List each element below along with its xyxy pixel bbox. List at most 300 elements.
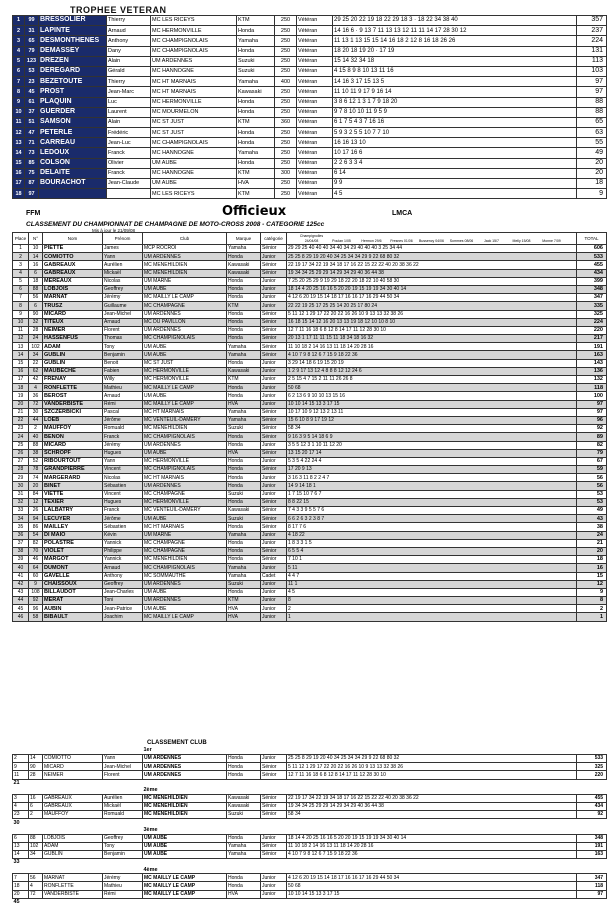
veteran-brand: Honda: [237, 97, 275, 107]
standings-brand: Honda: [227, 335, 261, 343]
club-group-label-row: [13, 787, 607, 795]
standings-last-name: GABREAUX: [43, 269, 103, 277]
club-brand: Honda: [227, 874, 261, 882]
veteran-category: Vétéran: [297, 26, 333, 36]
club-first-name: Mathieu: [103, 882, 143, 890]
standings-last-name: VIOLET: [43, 547, 103, 555]
standings-first-name: Jean-Charles: [103, 588, 143, 596]
veteran-brand: Yamaha: [237, 148, 275, 158]
standings-last-name: VANDERBISTE: [43, 400, 103, 408]
standings-category: Sénior: [261, 269, 287, 277]
veteran-last-name: DEMASSEY: [39, 46, 107, 56]
standings-category: Junior: [261, 457, 287, 465]
standings-last-name: LOEB: [43, 416, 103, 424]
standings-brand: HVA: [227, 400, 261, 408]
standings-race-points: 11 1: [287, 580, 577, 588]
club-first-name: Jean-Michel: [103, 763, 143, 771]
veteran-total: 224: [577, 36, 607, 46]
standings-place: 46: [13, 613, 29, 621]
standings-brand: Yamaha: [227, 564, 261, 572]
standings-row: [13, 400, 607, 408]
standings-place: 13: [13, 343, 29, 351]
standings-total: 8: [577, 597, 607, 605]
standings-table: [12, 232, 607, 622]
standings-brand: Kawasaki: [227, 261, 261, 269]
club-club: MC MAILLY LE CAMP: [143, 890, 227, 898]
veteran-first-name: Luc: [107, 97, 151, 107]
standings-brand: HVA: [227, 449, 261, 457]
race-header: Fresnes 01/06: [390, 238, 413, 243]
club-sum: 21: [13, 779, 20, 786]
standings-place: 19: [13, 392, 29, 400]
standings-row: [13, 376, 607, 384]
club-race-points: 4 12 6 20 19 15 14 18 17 16 16 17 16 29 44 50 34: [287, 874, 577, 882]
standings-club: UM ARDENNES: [143, 482, 227, 490]
standings-total: 38: [577, 523, 607, 531]
veteran-capacity: 250: [275, 138, 297, 148]
standings-last-name: TEXIER: [43, 498, 103, 506]
standings-total: 533: [577, 253, 607, 261]
standings-club: MC CHAMPIGNOLAIS: [143, 466, 227, 474]
standings-number: 30: [29, 408, 43, 416]
standings-total: 455: [577, 261, 607, 269]
standings-club: MC VENTEUIL-DAMERY: [143, 416, 227, 424]
veteran-race-points: 16 16 13 10: [333, 138, 577, 148]
veteran-first-name: Jean-Claude: [107, 179, 151, 189]
standings-brand: Yamaha: [227, 351, 261, 359]
standings-last-name: POLASTRE: [43, 539, 103, 547]
standings-club: UM AUBE: [143, 343, 227, 351]
club-brand: Kawasaki: [227, 802, 261, 810]
veteran-last-name: BOURACHOT: [39, 179, 107, 189]
veteran-rank: 9: [13, 97, 25, 107]
standings-brand: Honda: [227, 285, 261, 293]
standings-race-points: 4 10 7 9 8 12 6 7 15 9 18 22 36: [287, 351, 577, 359]
club-group-label: 1er: [143, 747, 152, 754]
veteran-race-points: 4 15 8 9 8 10 13 11 16: [333, 66, 577, 76]
veteran-rank: 17: [13, 179, 25, 189]
club-number: 16: [29, 794, 43, 802]
standings-club: UM MARNE: [143, 277, 227, 285]
veteran-club: MC LES RICEYS: [151, 16, 237, 26]
standings-place: 6: [13, 285, 29, 293]
standings-row: [13, 457, 607, 465]
veteran-capacity: 300: [275, 168, 297, 178]
standings-total: 118: [577, 384, 607, 392]
club-number: 4: [29, 882, 43, 890]
spacer: [13, 787, 143, 795]
standings-club: UM AUBE: [143, 588, 227, 596]
standings-club: MC MENEHILDIEN: [143, 425, 227, 433]
club-last-name: NEIMER: [43, 771, 103, 779]
standings-category: Sénior: [261, 515, 287, 523]
standings-club: UM ARDENNES: [143, 310, 227, 318]
standings-race-points: 6 6 2 6 3 2 3 8 7: [287, 515, 577, 523]
standings-brand: Yamaha: [227, 408, 261, 416]
veteran-rank: 11: [13, 117, 25, 127]
standings-race-points: 3 5 5 12 3 1 10 11 12 20: [287, 441, 577, 449]
standings-last-name: PIETTE: [43, 245, 103, 253]
club-category: Sénior: [261, 794, 287, 802]
standings-number: 10: [29, 245, 43, 253]
veteran-race-points: 14 16 6 · 9 13 7 11 13 13 12 11 11 14 17 28 30 12: [333, 26, 577, 36]
club-row: [13, 771, 607, 779]
standings-last-name: TITEUX: [43, 318, 103, 326]
standings-race-points: 14 9 14 18 1: [287, 482, 577, 490]
veteran-total: 103: [577, 66, 607, 76]
club-last-name: LOBJOIS: [43, 834, 103, 842]
veteran-last-name: LAPINTE: [39, 26, 107, 36]
standings-total: 347: [577, 294, 607, 302]
standings-number: 54: [29, 531, 43, 539]
club-club: UM ARDENNES: [143, 755, 227, 763]
championship-title: CLASSEMENT DU CHAMPIONNAT DE CHAMPAGNE DE MOTO-CROSS 2008 - CATEGORIE 125cc: [26, 221, 325, 228]
standings-total: 18: [577, 556, 607, 564]
standings-brand: Honda: [227, 474, 261, 482]
standings-club: MC CHAMPAGNE: [143, 547, 227, 555]
standings-club: UM AUBE: [143, 351, 227, 359]
standings-race-points: 4 12 6 20 19 15 14 18 17 16 16 17 16 29 44 50 34: [287, 294, 577, 302]
veteran-brand: KTM: [237, 117, 275, 127]
club-total: 434: [577, 802, 607, 810]
veteran-brand: Suzuki: [237, 56, 275, 66]
veteran-category: Vétéran: [297, 128, 333, 138]
standings-last-name: MARGERARD: [43, 474, 103, 482]
standings-total: 16: [577, 564, 607, 572]
club-group-label: 3ème: [143, 826, 158, 833]
veteran-capacity: 250: [275, 66, 297, 76]
veteran-rank: 1: [13, 16, 25, 26]
standings-place: 18: [13, 384, 29, 392]
club-club: UM ARDENNES: [143, 771, 227, 779]
standings-category: Sénior: [261, 523, 287, 531]
standings-total: 82: [577, 441, 607, 449]
standings-row: [13, 498, 607, 506]
standings-total: 97: [577, 408, 607, 416]
standings-category: Junior: [261, 277, 287, 285]
veteran-last-name: [39, 189, 107, 199]
veteran-number: 123: [25, 56, 39, 66]
veteran-last-name: BEZETOUTE: [39, 77, 107, 87]
standings-last-name: LOBJOIS: [43, 285, 103, 293]
standings-row: [13, 507, 607, 515]
standings-row: [13, 367, 607, 375]
standings-number: 20: [29, 482, 43, 490]
standings-first-name: Yannick: [103, 556, 143, 564]
club-row: [13, 802, 607, 810]
standings-brand: Honda: [227, 359, 261, 367]
club-sum-row: [13, 819, 607, 827]
standings-last-name: GUBLIN: [43, 351, 103, 359]
club-sum: 45: [13, 899, 20, 906]
column-header: Club: [143, 233, 227, 245]
standings-place: 44: [13, 597, 29, 605]
veteran-row: [13, 168, 607, 178]
standings-category: Junior: [261, 359, 287, 367]
standings-place: 15: [13, 359, 29, 367]
standings-category: Sénior: [261, 425, 287, 433]
standings-number: 64: [29, 564, 43, 572]
veteran-capacity: 360: [275, 117, 297, 127]
standings-total: 97: [577, 400, 607, 408]
club-number: 2: [29, 811, 43, 819]
club-total: 92: [577, 811, 607, 819]
standings-category: Junior: [261, 294, 287, 302]
veteran-row: [13, 148, 607, 158]
club-club: MC MAILLY LE CAMP: [143, 874, 227, 882]
veteran-brand: Honda: [237, 107, 275, 117]
club-row: [13, 834, 607, 842]
club-group-label: 2ème: [143, 787, 158, 793]
veteran-row: [13, 107, 607, 117]
veteran-rank: 6: [13, 66, 25, 76]
column-header: Nom: [43, 233, 103, 245]
standings-race-points: 1 7 15 10 7 6 7: [287, 490, 577, 498]
standings-total: 79: [577, 449, 607, 457]
standings-last-name: VIETTE: [43, 490, 103, 498]
column-header: catégorie: [261, 233, 287, 245]
club-place: 11: [13, 771, 29, 779]
race-header: Poulan 1/05: [332, 238, 351, 243]
standings-brand: KTM: [227, 597, 261, 605]
standings-brand: Honda: [227, 392, 261, 400]
standings-number: 88: [29, 441, 43, 449]
veteran-race-points: 3 8 6 12 1 3 1 7 9 18 20: [333, 97, 577, 107]
veteran-row: [13, 158, 607, 168]
standings-total: 163: [577, 351, 607, 359]
standings-total: 56: [577, 474, 607, 482]
club-row: [13, 890, 607, 898]
standings-last-name: MICARD: [43, 310, 103, 318]
standings-first-name: Vincent: [103, 490, 143, 498]
club-first-name: Florent: [103, 771, 143, 779]
standings-total: 67: [577, 457, 607, 465]
standings-brand: Honda: [227, 318, 261, 326]
veteran-last-name: DELAITE: [39, 168, 107, 178]
standings-row: [13, 359, 607, 367]
veteran-last-name: CARREAU: [39, 138, 107, 148]
standings-club: MC MAILLY LE CAMP: [143, 400, 227, 408]
standings-category: Junior: [261, 376, 287, 384]
standings-total: 53: [577, 490, 607, 498]
veteran-category: Vétéran: [297, 148, 333, 158]
standings-category: Sénior: [261, 449, 287, 457]
veteran-brand: HVA: [237, 179, 275, 189]
veteran-capacity: 250: [275, 87, 297, 97]
club-race-points: 10 10 14 15 13 3 17 15: [287, 890, 577, 898]
standings-race-points: 10 17 10 9 12 13 2 13 11: [287, 408, 577, 416]
club-group-label-row: [13, 747, 607, 755]
standings-number: 18: [29, 277, 43, 285]
standings-place: 38: [13, 547, 29, 555]
standings-brand: Honda: [227, 547, 261, 555]
veteran-first-name: Thierry: [107, 16, 151, 26]
column-header: TOTAL: [577, 233, 607, 245]
veteran-last-name: GUERDER: [39, 107, 107, 117]
club-place: 20: [13, 890, 29, 898]
veteran-race-points: 4 5: [333, 189, 577, 199]
standings-place: 42: [13, 580, 29, 588]
standings-category: Junior: [261, 367, 287, 375]
standings-place: 25: [13, 441, 29, 449]
standings-place: 35: [13, 523, 29, 531]
club-race-points: 25 25 8 29 19 20 40 34 25 34 34 29 9 22 68 80 32: [287, 755, 577, 763]
standings-club: MC CHAMPAGNE: [143, 490, 227, 498]
veteran-brand: Honda: [237, 138, 275, 148]
club-brand: Honda: [227, 763, 261, 771]
column-header: N°: [29, 233, 43, 245]
standings-club: MC MENEHILDIEN: [143, 269, 227, 277]
standings-first-name: Sébastien: [103, 482, 143, 490]
standings-race-points: 3 16 3 11 8 2 2 4 7: [287, 474, 577, 482]
veteran-category: Vétéran: [297, 66, 333, 76]
veteran-capacity: 250: [275, 107, 297, 117]
standings-row: [13, 277, 607, 285]
veteran-first-name: Alain: [107, 56, 151, 66]
club-first-name: Rémi: [103, 890, 143, 898]
veteran-number: 79: [25, 46, 39, 56]
veteran-total: 88: [577, 107, 607, 117]
veteran-last-name: COLSON: [39, 158, 107, 168]
veteran-total: 49: [577, 148, 607, 158]
veteran-total: 131: [577, 46, 607, 56]
veteran-brand: Yamaha: [237, 36, 275, 46]
standings-first-name: Franck: [103, 507, 143, 515]
standings-total: 434: [577, 269, 607, 277]
standings-last-name: NEIMER: [43, 326, 103, 334]
standings-row: [13, 351, 607, 359]
lmca-label: LMCA: [392, 210, 413, 217]
veteran-capacity: 250: [275, 97, 297, 107]
club-race-points: 58 34: [287, 811, 577, 819]
standings-race-points: 3 29 14 18 6 19 15 20 19: [287, 359, 577, 367]
standings-row: [13, 269, 607, 277]
club-place: 13: [13, 842, 29, 850]
standings-last-name: MARNAT: [43, 294, 103, 302]
standings-first-name: Mickaël: [103, 269, 143, 277]
standings-first-name: Arnaud: [103, 318, 143, 326]
standings-race-points: 1: [287, 613, 577, 621]
veteran-table: [12, 15, 607, 199]
standings-first-name: Vincent: [103, 466, 143, 474]
standings-club: UM ARDENNES: [143, 441, 227, 449]
veteran-category: Vétéran: [297, 117, 333, 127]
standings-club: UM AUBE: [143, 449, 227, 457]
standings-last-name: RIBOURTOUT: [43, 457, 103, 465]
standings-number: 60: [29, 572, 43, 580]
standings-last-name: ADAM: [43, 343, 103, 351]
standings-row: [13, 482, 607, 490]
standings-club: MC CHAMPIGNOLAIS: [143, 335, 227, 343]
standings-place: 29: [13, 474, 29, 482]
veteran-first-name: Olivier: [107, 158, 151, 168]
standings-brand: Yamaha: [227, 531, 261, 539]
standings-category: Junior: [261, 400, 287, 408]
standings-club: MC HT MARNAIS: [143, 523, 227, 531]
standings-brand: Honda: [227, 457, 261, 465]
standings-row: [13, 294, 607, 302]
club-club: UM AUBE: [143, 834, 227, 842]
standings-total: 132: [577, 376, 607, 384]
standings-number: 44: [29, 416, 43, 424]
club-place: 18: [13, 882, 29, 890]
veteran-race-points: 29 25 20 22 19 18 22 29 18 3 · 18 22 34 38 40: [333, 16, 577, 26]
standings-total: 96: [577, 416, 607, 424]
club-brand: Honda: [227, 771, 261, 779]
standings-brand: Honda: [227, 498, 261, 506]
club-category: Sénior: [261, 771, 287, 779]
veteran-first-name: Thierry: [107, 77, 151, 87]
veteran-rank: 10: [13, 107, 25, 117]
standings-first-name: Hugues: [103, 449, 143, 457]
standings-category: Sénior: [261, 351, 287, 359]
standings-row: [13, 408, 607, 416]
standings-place: 32: [13, 498, 29, 506]
club-first-name: Benjamin: [103, 850, 143, 858]
veteran-brand: Kawasaki: [237, 87, 275, 97]
standings-race-points: 18 14 4 20 25 16 16 5 20 20 19 15 19 19 34 30 40 14: [287, 285, 577, 293]
club-total: 325: [577, 763, 607, 771]
column-header: Prénom: [103, 233, 143, 245]
spacer: [13, 866, 143, 874]
club-race-points: 19 34 34 25 29 29 14 29 34 29 40 36 44 38: [287, 802, 577, 810]
veteran-race-points: 15 14 32 34 18: [333, 56, 577, 66]
veteran-last-name: LEDOUX: [39, 148, 107, 158]
standings-category: Junior: [261, 441, 287, 449]
standings-first-name: Jérôme: [103, 416, 143, 424]
veteran-brand: Honda: [237, 26, 275, 36]
standings-first-name: Romuald: [103, 425, 143, 433]
standings-brand: Yamaha: [227, 245, 261, 253]
standings-category: Junior: [261, 302, 287, 310]
standings-club: MC VENTEUIL-DAMERY: [143, 507, 227, 515]
standings-number: 88: [29, 285, 43, 293]
standings-race-points: 8: [287, 597, 577, 605]
standings-brand: Honda: [227, 384, 261, 392]
standings-club: MC MENEHILDIEN: [143, 261, 227, 269]
standings-number: 24: [29, 335, 43, 343]
veteran-club: MC HANNOGNE: [151, 148, 237, 158]
club-total: 348: [577, 834, 607, 842]
standings-club: MC HERMONVILLE: [143, 457, 227, 465]
update-date: Mis à jour le 21/09/08: [92, 228, 136, 233]
standings-first-name: Arnaud: [103, 392, 143, 400]
standings-place: 22: [13, 416, 29, 424]
standings-last-name: CHAISSOUX: [43, 580, 103, 588]
standings-place: 20: [13, 400, 29, 408]
column-header: Marque: [227, 233, 261, 245]
standings-place: 31: [13, 490, 29, 498]
club-row: [13, 755, 607, 763]
club-first-name: Yann: [103, 755, 143, 763]
standings-first-name: Toni: [103, 597, 143, 605]
standings-place: 12: [13, 335, 29, 343]
standings-first-name: Hugues: [103, 498, 143, 506]
club-race-points: 12 7 11 16 18 6 8 12 8 14 17 11 12 28 30 10: [287, 771, 577, 779]
standings-category: Sénior: [261, 547, 287, 555]
standings-last-name: BILLAUDOT: [43, 588, 103, 596]
standings-club: MC CHAMPAGNE: [143, 302, 227, 310]
club-total: 533: [577, 755, 607, 763]
standings-place: 17: [13, 376, 29, 384]
standings-brand: Yamaha: [227, 343, 261, 351]
veteran-club: MC LES RICEYS: [151, 189, 237, 199]
standings-total: 2: [577, 605, 607, 613]
standings-first-name: Arnaud: [103, 564, 143, 572]
veteran-race-points: 5 9 3 2 5 5 10 7 7 10: [333, 128, 577, 138]
standings-total: 12: [577, 580, 607, 588]
club-brand: Honda: [227, 834, 261, 842]
